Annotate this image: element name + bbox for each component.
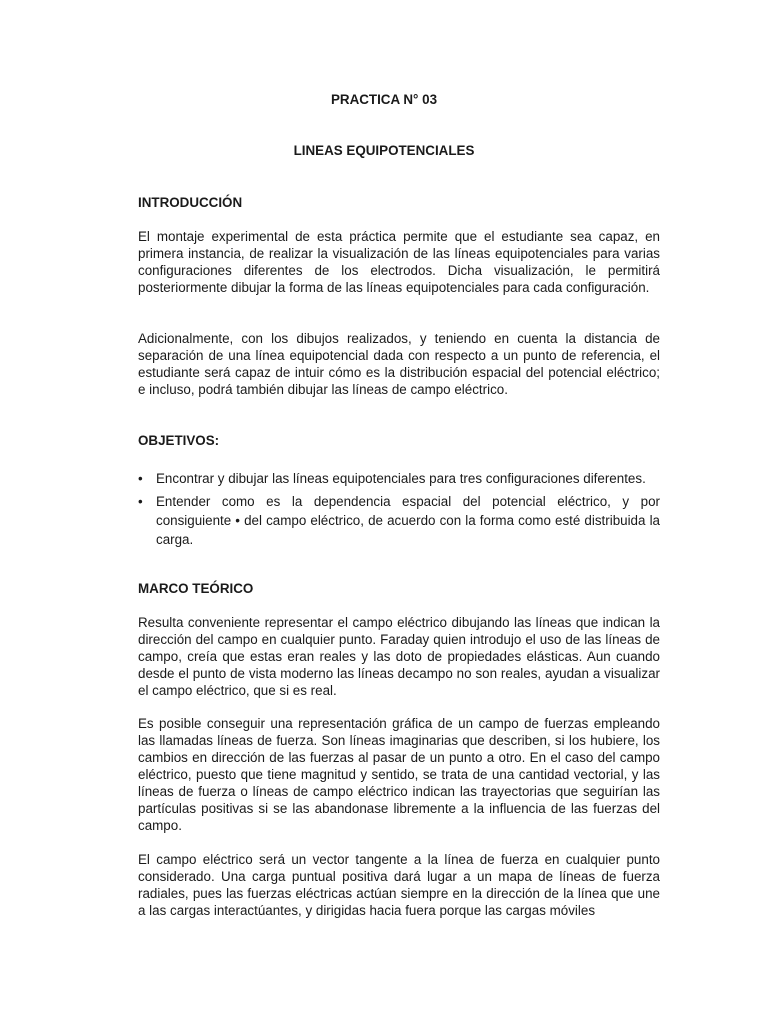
paragraph-text: Adicionalmente, con los dibujos realizados, y teniendo en cuenta la distancia de separación de una línea equipotencial dada con respecto a un punto de referencia, el estudiante será capaz de intuir cómo es la distribución espacial del potencial eléctrico; e incluso, podrá también dibujar las líneas de campo eléctrico. (138, 331, 660, 397)
intro-paragraph-1 (138, 228, 660, 296)
list-item-text: Encontrar y dibujar las líneas equipotenciales para tres configuraciones diferentes. (156, 471, 646, 486)
objectives-list (138, 470, 660, 549)
paragraph-text: El montaje experimental de esta práctica permite que el estudiante sea capaz, en primera instancia, de realizar la visualización de las líneas equipotenciales para varias configuraciones diferentes de los electrodos. Dicha visualización, le permitirá posteriormente dibujar la forma de las líneas equipotenciales para cada configuración. (138, 229, 660, 295)
marco-paragraph-3 (138, 851, 660, 919)
paragraph-text: Es posible conseguir una representación gráfica de un campo de fuerzas empleando las llamadas líneas de fuerza. Son líneas imaginarias que describen, si los hubiere, los cambios en dirección de las fuerzas al pasar de un punto a otro. En el caso del campo eléctrico, puesto que tiene magnitud y sentido, se trata de una cantidad vectorial, y las líneas de fuerza o líneas de campo eléctrico indican las trayectorias que seguirían las partículas positivas si se las abandonase libremente a la influencia de las fuerzas del campo. (138, 716, 660, 833)
document-title: PRACTICA N° 03 (330, 92, 438, 107)
list-item (138, 470, 660, 487)
paragraph-text: Resulta conveniente representar el campo eléctrico dibujando las líneas que indican la dirección del campo en cualquier punto. Faraday quien introdujo el uso de las líneas de campo, creía que estas eran reales y las doto de propiedades elásticas. Aun cuando desde el punto de vista moderno las líneas decampo no son reales, ayudan a visualizar el campo eléctrico, que si es real. (138, 615, 660, 698)
heading-introduccion: INTRODUCCIÓN (138, 195, 243, 210)
bullet-icon: • (138, 494, 143, 509)
list-item (138, 492, 660, 549)
marco-paragraph-2 (138, 715, 660, 834)
paragraph-text: El campo eléctrico será un vector tangente a la línea de fuerza en cualquier punto considerado. Una carga puntual positiva dará lugar a un mapa de líneas de fuerza radiales, pues las fuerzas eléctricas actúan siempre en la dirección de la línea que une a las cargas interactúantes, y dirigidas hacia fuera porque las cargas móviles (138, 852, 660, 918)
list-item-text: Entender como es la dependencia espacial del potencial eléctrico, y por consiguiente • del campo eléctrico, de acuerdo con la forma como esté distribuida la carga. (156, 494, 660, 547)
marco-paragraph-1 (138, 614, 660, 699)
heading-objetivos: OBJETIVOS: (138, 433, 220, 448)
bullet-icon: • (138, 471, 143, 486)
document-subtitle: LINEAS EQUIPOTENCIALES (293, 143, 475, 158)
intro-paragraph-2 (138, 330, 660, 398)
heading-marco-teorico: MARCO TEÓRICO (138, 581, 254, 596)
